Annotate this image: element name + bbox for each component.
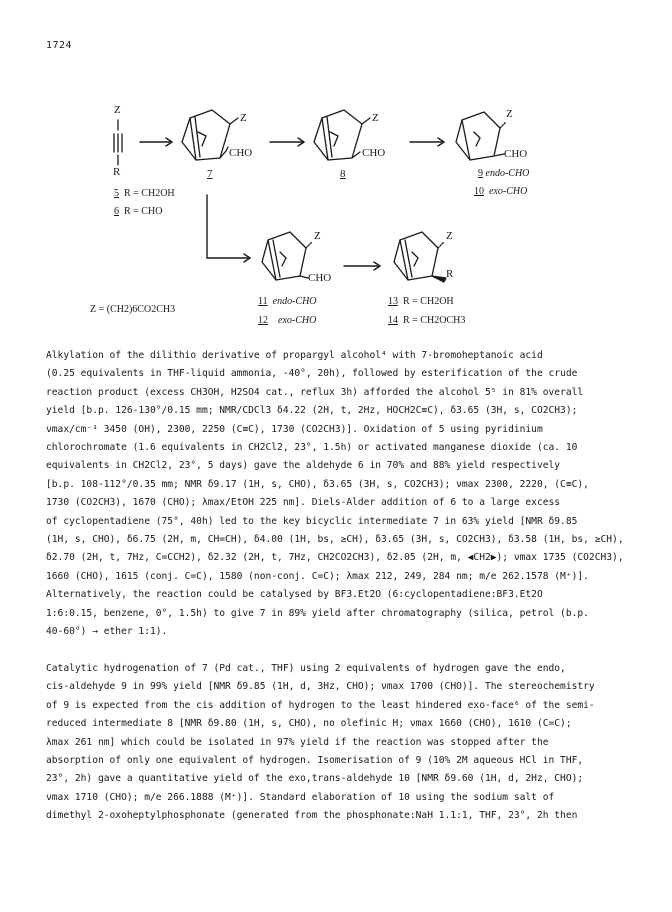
text-line: chlorochromate (1.6 equivalents in CH2Cl2, 23°, 1.5h) or activated manganese dioxide (ca. 10 [46, 442, 578, 454]
compound-11-label: 11 endo-CHO [258, 296, 317, 307]
cmpd7-z: Z [240, 112, 247, 124]
cmpd9-10-z: Z [506, 108, 513, 120]
text-line: νmax/cm⁻¹ 3450 (OH), 2300, 2250 (C≡C), 1730 (CO2CH3)]. Oxidation of 5 using pyridinium [46, 423, 543, 435]
text-line: of 9 is expected from the cis addition of hydrogen to the least hindered exo-face⁶ of the semi- [46, 699, 595, 711]
text-line: (0.25 equivalents in THF-liquid ammonia, -40°, 20h), followed by esterification of the crude [46, 368, 578, 380]
cmpd8-cho: CHO [362, 147, 386, 159]
text-line: δ2.70 (2H, t, 7Hz, C=CCH2), δ2.32 (2H, t, 7Hz, CH2CO2CH3), δ2.05 (2H, m, ◀CH2▶); νmax 1735 (CO2CH3), [46, 552, 624, 564]
text-line: 1660 (CHO), 1615 (conj. C=C), 1580 (non-conj. C=C); λmax 212, 249, 284 nm; m/e 262.1578 (M⁺)]. [46, 570, 589, 582]
text-line: yield [b.p. 126-130°/0.15 mm; NMR/CDCl3 δ4.22 (2H, t, 2Hz, HOCH2C≡C), δ3.65 (3H, s, CO2CH3); [46, 405, 578, 417]
text-line: Alternatively, the reaction could be catalysed by BF3.Et2O (6:cyclopentadiene:BF3.Et2O [46, 589, 543, 601]
text-line: dimethyl 2-oxoheptylphosphonate (generated from the phosphonate:NaH 1.1:1, THF, 23°, 2h then [46, 810, 578, 822]
text-line: reduced intermediate 8 [NMR δ9.80 (1H, s, CHO), no olefinic H; νmax 1660 (CHO), 1610 (C=C); [46, 718, 572, 730]
bicyclic-structure-13-14 [394, 232, 446, 282]
compound-9-label: 9 endo-CHO [478, 168, 530, 179]
text-line: of cyclopentadiene (75°, 40h) led to the key bicyclic intermediate 7 in 63% yield [NMR δ9.85 [46, 515, 578, 527]
compound-5-label: 5 R = CH2OH [114, 188, 175, 199]
compound-12-label: 12 exo-CHO [258, 315, 317, 326]
cmpd7-cho: CHO [229, 147, 253, 159]
text-line: [b.p. 108-112°/0.35 mm; NMR δ9.17 (1H, s, CHO), δ3.65 (3H, s, CO2CH3); νmax 2300, 2220, (C≡C), [46, 478, 589, 490]
reaction-arrows [140, 138, 444, 270]
text-line: absorption of only one equivalent of hydrogen. Isomerisation of 9 (10% 2M aqueous HCl in THF, [46, 755, 584, 767]
alkyne-structure [114, 120, 122, 165]
alkyne-r-label: R [113, 166, 121, 178]
cmpd11-12-cho: CHO [308, 272, 332, 284]
cmpd13-14-z: Z [446, 230, 453, 242]
text-line: 23°, 2h) gave a quantitative yield of the exo,trans-aldehyde 10 [NMR δ9.60 (1H, d, 2Hz, CHO); [46, 773, 584, 785]
text-line: Alkylation of the dilithio derivative of propargyl alcohol⁴ with 7-bromoheptanoic acid [46, 350, 543, 361]
text-line: νmax 1710 (CHO); m/e 266.1888 (M⁺)]. Standard elaboration of 10 using the sodium salt of [46, 791, 555, 803]
compound-8-number: 8 [340, 168, 346, 180]
text-line: 1:6:0.15, benzene, 0°, 1.5h) to give 7 in 89% yield after chromatography (silica, petrol (b.p. [46, 607, 589, 619]
z-definition: Z = (CH2)6CO2CH3 [90, 304, 176, 315]
compound-13-label: 13 R = CH2OH [388, 296, 454, 307]
compound-14-label: 14 R = CH2OCH3 [388, 315, 466, 326]
compound-10-label: 10 exo-CHO [474, 186, 528, 197]
bicyclic-structure-9-10 [456, 112, 506, 160]
cmpd8-z: Z [372, 112, 379, 124]
text-line: 1730 (CO2CH3), 1670 (CHO); λmax/EtOH 225 nm]. Diels-Alder addition of 6 to a large excess [46, 497, 561, 509]
page-number: 1724 [46, 40, 73, 51]
text-line: 40-60°) → ether 1:1). [46, 626, 168, 638]
bicyclic-structure-11-12 [262, 232, 312, 280]
text-line: Catalytic hydrogenation of 7 (Pd cat., THF) using 2 equivalents of hydrogen gave the endo, [46, 663, 566, 674]
paragraph-2 [46, 660, 636, 826]
cmpd11-12-z: Z [314, 230, 321, 242]
text-line: λmax 261 nm] which could be isolated in 97% yield if the reaction was stopped after the [46, 736, 549, 748]
text-line: cis-aldehyde 9 in 99% yield [NMR δ9.85 (1H, d, 3Hz, CHO); νmax 1700 (CHO)]. The stereochemistry [46, 681, 595, 693]
reaction-scheme [0, 0, 672, 340]
text-line: reaction product (excess CH3OH, H2SO4 cat., reflux 3h) afforded the alcohol 5⁵ in 81% overall [46, 386, 584, 398]
alkyne-z-label: Z [114, 104, 121, 116]
cmpd13-14-r: R [446, 268, 454, 280]
cmpd9-10-cho: CHO [504, 148, 528, 160]
text-line: (1H, s, CHO), δ6.75 (2H, m, CH=CH), δ4.00 (1H, bs, ≥CH), δ3.65 (3H, s, CO2CH3), δ3.58 (1H, bs, ≥CH), [46, 534, 624, 546]
compound-7-number: 7 [207, 168, 213, 180]
text-line: equivalents in CH2Cl2, 23°, 5 days) gave the aldehyde 6 in 70% and 88% yield respectively [46, 460, 561, 472]
compound-6-label: 6 R = CHO [114, 206, 163, 217]
paragraph-1 [46, 347, 636, 642]
